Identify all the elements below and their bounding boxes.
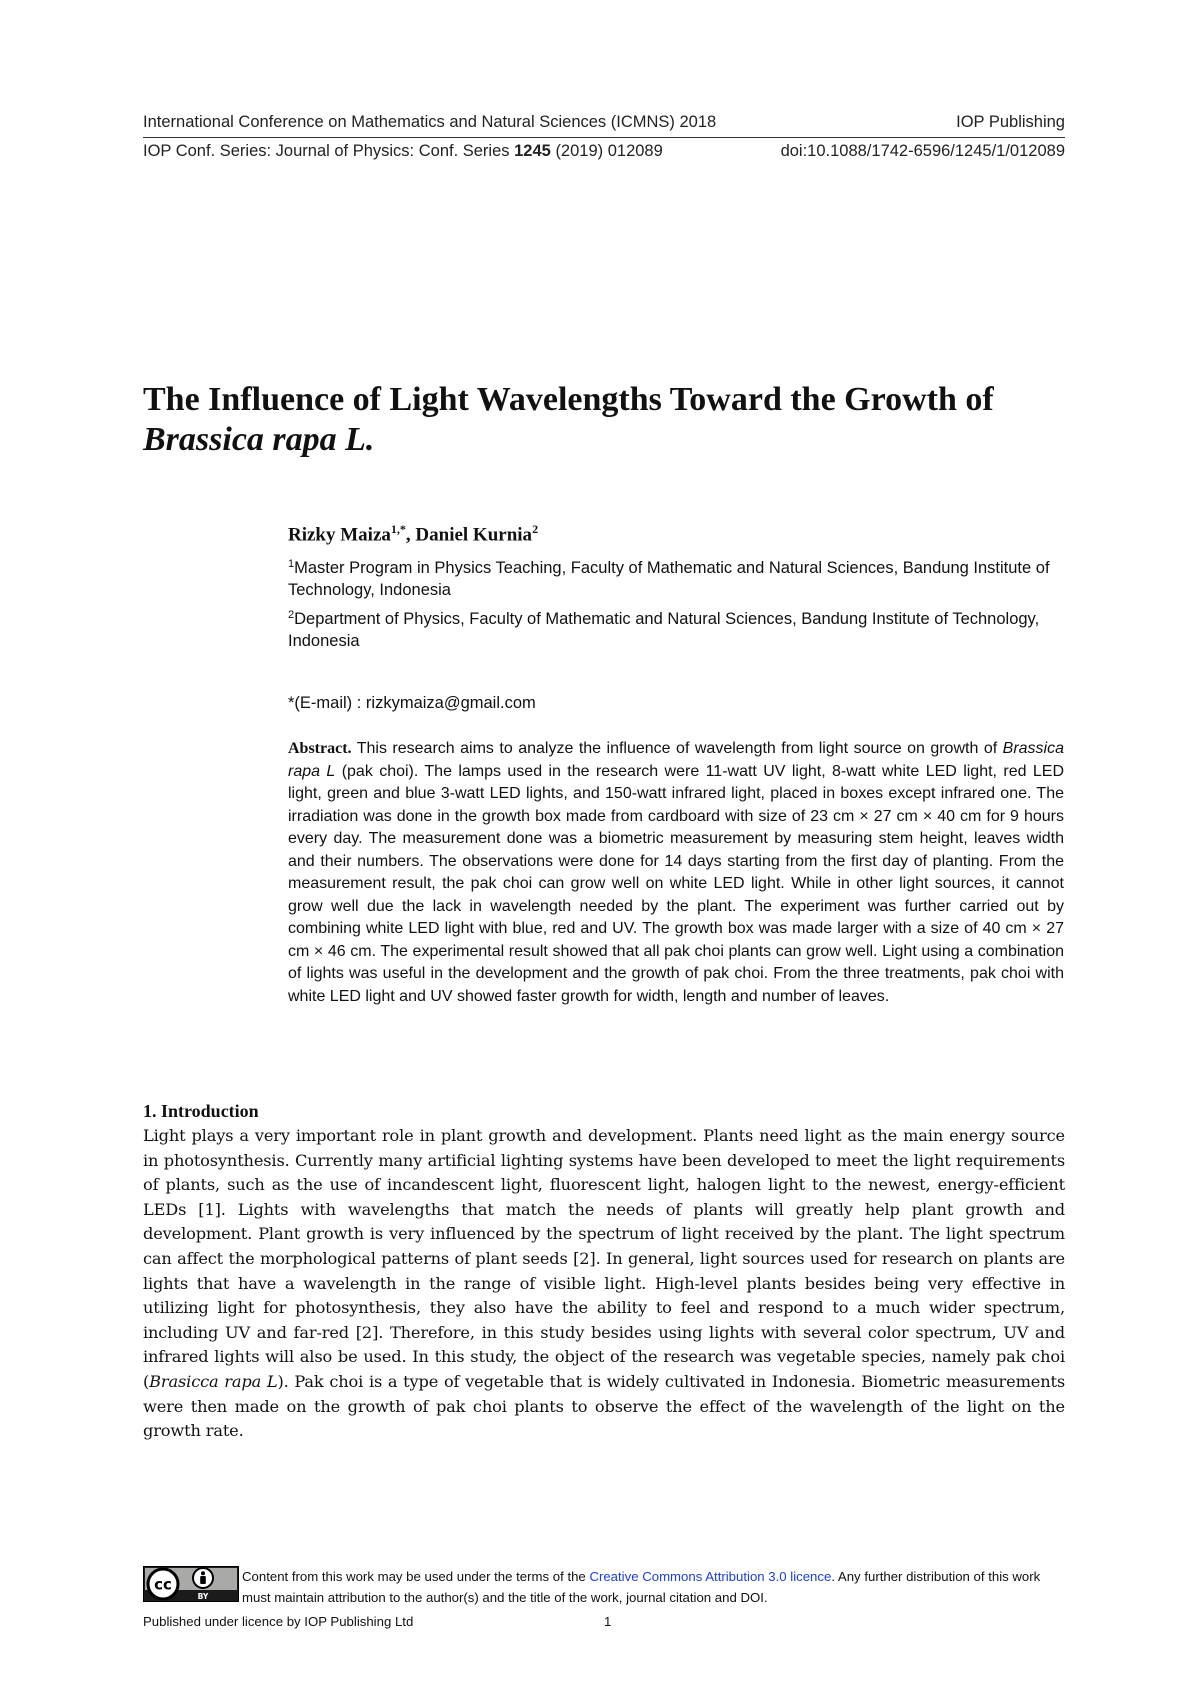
license-text: [242, 1566, 1072, 1608]
series-prefix: IOP Conf. Series: Journal of Physics: Conf. Series: [143, 142, 510, 160]
abstract: [288, 738, 1064, 1008]
affiliation-2-number: 2: [288, 609, 295, 621]
author-separator: ,: [405, 524, 416, 546]
series-citation: [143, 142, 663, 161]
author-1-affiliation-mark: 1,*: [390, 522, 406, 536]
doi[interactable]: doi:10.1088/1742-6596/1245/1/012089: [780, 142, 1065, 160]
abstract-species: Brassica rapa L: [288, 740, 1064, 780]
by-badge-text: BY: [197, 1592, 209, 1601]
affiliation-2-text: Department of Physics, Faculty of Mathematic and Natural Sciences, Bandung Institute of Technology, Indonesia: [288, 610, 1040, 650]
license-notice: [143, 1566, 1073, 1610]
series-suffix: (2019) 012089: [555, 142, 663, 160]
affiliation-1-text: Master Program in Physics Teaching, Faculty of Mathematic and Natural Sciences, Bandung Institute of Technology, Indonesia: [288, 559, 1050, 599]
publisher-name: IOP Publishing: [956, 113, 1065, 131]
license-text-post: . Any further distribution of this work must maintain attribution to the author(s) and the title of the work, journal citation and DOI.: [242, 1569, 1041, 1605]
author-1: Rizky Maiza: [288, 524, 391, 546]
running-header: [143, 113, 1065, 132]
series-line: [143, 142, 1065, 161]
affiliation-1: [288, 553, 1078, 601]
page-number: 1: [604, 1614, 612, 1629]
introduction-text-1: Light plays a very important role in plant growth and development. Plants need light as the main energy source in photosynthesis. Currently many artificial lighting systems have been developed to meet the light requirements of plants, such as the use of incandescent light, fluorescent light, halogen light to the newest, energy-efficient LEDs [1]. Lights with wavelengths that match the needs of plants will greatly help plant growth and development. Plant growth is very influenced by the spectrum of light received by the plant. The light spectrum can affect the morphological patterns of plant seeds [2]. In general, light sources used for research on plants are lights that have a wavelength in the range of visible light. High-level plants besides being very effective in utilizing light for photosynthesis, they also have the ability to feel and respond to a much wider spectrum, including UV and far-red [2]. Therefore, in this study besides using lights with several color spectrum, UV and infrared lights will also be used. In this study, the object of the research was vegetable species, namely pak choi (: [143, 1126, 1065, 1391]
author-list: [288, 522, 538, 546]
header-divider: [143, 137, 1065, 138]
paper-title: [143, 380, 1093, 460]
introduction-text-2: ). Pak choi is a type of vegetable that is widely cultivated in Indonesia. Biometric measurements were then made on the growth of pak choi plants to observe the effect of the wavelength of the light on the growth rate.: [143, 1371, 1065, 1441]
introduction-species: Brasicca rapa L: [149, 1371, 278, 1391]
cc-badge-text: cc: [154, 1575, 172, 1594]
abstract-text-1: This research aims to analyze the influence of wavelength from light source on growth of: [351, 740, 1003, 757]
section-heading-introduction: 1. Introduction: [143, 1101, 259, 1121]
conference-name: International Conference on Mathematics and Natural Sciences (ICMNS) 2018: [143, 113, 717, 131]
title-line-1: The Influence of Light Wavelengths Toward the Growth of: [143, 381, 994, 418]
introduction-paragraph: [143, 1124, 1065, 1444]
author-2-affiliation-mark: 2: [532, 522, 539, 536]
license-link[interactable]: Creative Commons Attribution 3.0 licence: [589, 1569, 832, 1584]
cc-by-license-icon[interactable]: [143, 1566, 239, 1602]
abstract-label: Abstract.: [288, 740, 352, 757]
license-text-pre: Content from this work may be used under the terms of the: [242, 1569, 590, 1584]
author-2: Daniel Kurnia: [415, 524, 533, 546]
publisher-notice: Published under licence by IOP Publishing Ltd: [143, 1614, 414, 1629]
series-volume: 1245: [514, 142, 551, 160]
corresponding-email[interactable]: *(E-mail) : rizkymaiza@gmail.com: [288, 694, 536, 712]
abstract-text-2: (pak choi). The lamps used in the research were 11-watt UV light, 8-watt white LED light, red LED light, green and blue 3-watt LED lights, and 150-watt infrared light, placed in boxes except infrared one. The irradiation was done in the growth box made from cardboard with size of 23 cm × 27 cm × 40 cm for 9 hours every day. The measurement done was a biometric measurement by measuring stem height, leaves width and their numbers. The observations were done for 14 days starting from the first day of planting. From the measurement result, the pak choi can grow well on white LED light. While in other light sources, it cannot grow well due the lack in wavelength needed by the plant. The experiment was further carried out by combining white LED light with blue, red and UV. The growth box was made larger with a size of 40 cm × 27 cm × 46 cm. The experimental result showed that all pak choi plants can grow well. Light using a combination of lights was useful in the development and the growth of pak choi. From the three treatments, pak choi with white LED light and UV showed faster growth for width, length and number of leaves.: [288, 762, 1064, 1005]
title-line-2: Brassica rapa L.: [143, 421, 375, 458]
affiliation-1-number: 1: [288, 558, 295, 570]
affiliation-2: [288, 604, 1078, 652]
